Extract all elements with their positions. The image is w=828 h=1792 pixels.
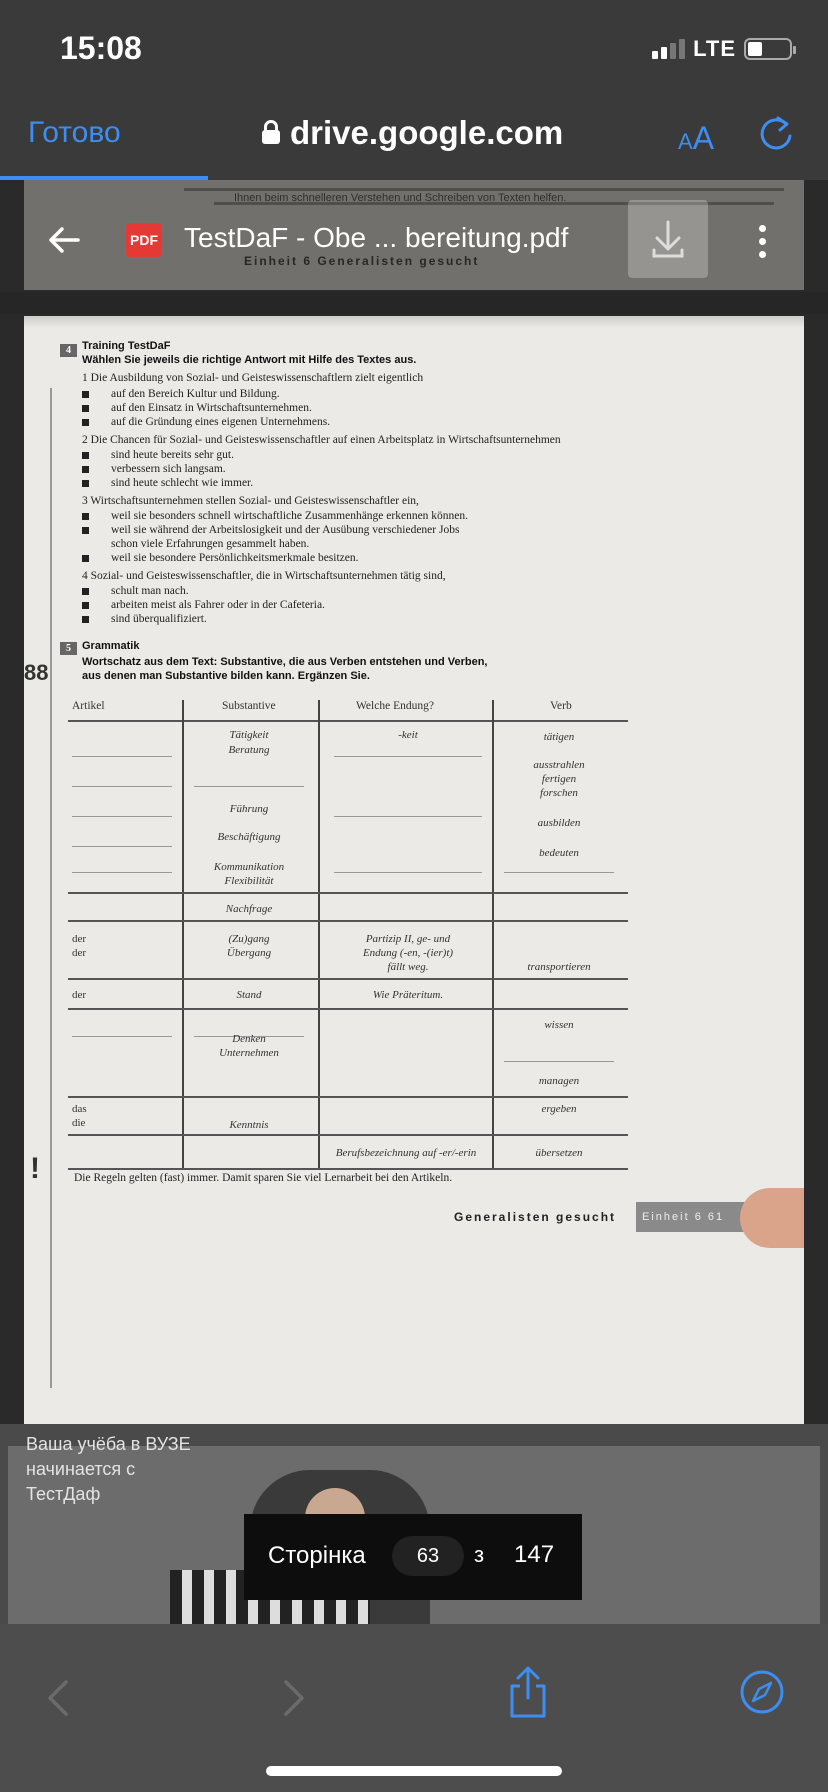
table-rule [68,1168,628,1170]
option: verbessern sich langsam. [82,463,226,475]
option: weil sie besondere Persönlichkeitsmerkmale besitzen. [82,552,359,564]
page-indicator-label: Сторінка [268,1542,366,1569]
url-display[interactable] [262,114,563,152]
ad-text [26,1432,191,1507]
back-arrow-icon[interactable] [44,220,84,260]
table-header-endung: Welche Endung? [356,700,434,712]
rule-note: Die Regeln gelten (fast) immer. Damit sparen Sie viel Lernarbeit bei den Artikeln. [74,1172,453,1184]
text-size-small: A [678,129,693,154]
option: arbeiten meist als Fahrer oder in der Cafeteria. [82,599,325,611]
table-rule [68,1134,628,1136]
section-4-number: 4 [60,344,77,357]
note-icon: ! [30,1152,40,1185]
table-rule [68,1096,628,1098]
table-cell: fällt weg. [387,961,429,973]
table-cell: übersetzen [535,1147,583,1159]
option: sind überqualifiziert. [82,613,207,625]
option-continued: schon viele Erfahrungen gesammelt haben. [111,538,310,550]
battery-icon [744,38,792,60]
reload-icon[interactable] [756,114,796,154]
table-cell: Flexibilität [224,875,274,887]
table-cell: Kenntnis [229,1119,269,1131]
question-4: 4 Sozial- und Geisteswissenschaftler, die in Wirtschaftsunternehmen tätig sind, [82,570,446,582]
browser-bar [0,100,828,180]
page-indicator-separator: з [474,1542,485,1567]
ad-line-2: начинается с [26,1459,136,1479]
section-5-instruction-2: aus denen man Substantive bilden kann. Ergänzen Sie. [82,670,370,682]
table-cell: Kommunikation [213,861,285,873]
table-cell: transportieren [527,961,591,973]
table-cell: Partizip II, ge- und [365,933,451,945]
table-cell: der [72,947,87,959]
table-header-verb: Verb [550,700,572,712]
share-icon[interactable] [506,1664,550,1720]
download-button[interactable] [628,200,708,278]
table-cell: (Zu)gang [228,933,270,945]
table-cell: Beratung [228,744,270,756]
question-3: 3 Wirtschaftsunternehmen stellen Sozial- und Geisteswissenschaftler ein, [82,495,419,507]
table-cell: Endung (-en, -(ier)t) [362,947,454,959]
table-rule [68,978,628,980]
status-time: 15:08 [60,30,142,66]
table-rule [68,1008,628,1010]
table-cell: der [72,933,87,945]
question-2: 2 Die Chancen für Sozial- und Geisteswissenschaftler auf einen Arbeitsplatz in Wirtschaftsunternehmen [82,434,561,446]
page-indicator-current[interactable]: 63 [392,1536,464,1576]
table-blank [72,786,172,787]
table-cell: wissen [544,1019,574,1031]
network-type: LTE [693,36,736,61]
section-5-title: Grammatik [82,640,140,652]
pdf-file-title: TestDaF - Obe ... bereitung.pdf [184,222,569,253]
section-5-number: 5 [60,642,77,655]
option: sind heute bereits sehr gut. [82,449,234,461]
page-indicator-total: 147 [514,1541,555,1568]
url-text: drive.google.com [290,114,564,151]
table-cell: tätigen [543,731,575,743]
option: sind heute schlecht wie immer. [82,477,253,489]
table-cell: das [72,1103,87,1115]
more-options-icon[interactable] [756,222,768,258]
option: auf den Bereich Kultur und Bildung. [82,388,280,400]
table-blank [72,1036,172,1037]
section-5-instruction-1: Wortschatz aus dem Text: Substantive, die aus Verben entstehen und Verben, [82,656,488,668]
table-cell: Unternehmen [219,1047,279,1059]
done-button[interactable]: Готово [28,116,121,149]
pdf-file-icon: PDF [126,223,162,257]
status-bar [0,0,828,100]
table-blank [72,872,172,873]
option: schult man nach. [82,585,189,597]
forward-icon[interactable] [280,1676,310,1720]
option: auf den Einsatz in Wirtschaftsunternehmen. [82,402,312,414]
home-indicator[interactable] [266,1766,562,1776]
text-size-button[interactable] [678,120,714,157]
page-footer-title: Generalisten gesucht [454,1210,617,1224]
table-cell: ausbilden [537,817,581,829]
section-4-title: Training TestDaF [82,340,171,352]
section-4-instruction: Wählen Sie jeweils die richtige Antwort mit Hilfe des Textes aus. [82,354,417,366]
table-header-artikel: Artikel [72,700,105,712]
table-cell: Übergang [226,947,272,959]
table-blank [194,786,304,787]
table-cell: der [72,989,87,1001]
table-blank [334,756,482,757]
table-col-rule [318,700,320,1168]
question-1: 1 Die Ausbildung von Sozial- und Geisteswissenschaftlern zielt eigentlich [82,372,424,384]
option: weil sie während der Arbeitslosigkeit und der Ausübung verschiedener Jobs [82,524,459,536]
table-cell: Nachfrage [225,903,273,915]
table-blank [504,872,614,873]
compass-icon[interactable] [738,1668,786,1716]
table-header-substantive: Substantive [222,700,276,712]
table-blank [72,756,172,757]
table-cell: bedeuten [539,847,579,859]
back-icon[interactable] [42,1676,72,1720]
table-rule [68,720,628,722]
finger-photo [740,1188,804,1248]
table-cell: Wie Präteritum. [372,989,444,1001]
table-blank [72,816,172,817]
table-blank [334,872,482,873]
page-footer-unit: Einheit 6 61 [636,1202,756,1232]
pair-work-icon: 88 [24,660,49,685]
table-cell: managen [538,1075,580,1087]
table-blank [334,816,482,817]
pdf-page [24,316,804,1424]
signal-icon [652,39,685,59]
table-cell: ausstrahlen [533,759,585,771]
option: auf die Gründung eines eigenen Unternehmens. [82,416,330,428]
lock-icon [262,120,280,146]
table-cell: Führung [229,803,269,815]
table-rule [68,892,628,894]
table-cell: ergeben [541,1103,577,1115]
table-col-rule [492,700,494,1168]
status-indicators [652,36,792,62]
table-rule [68,920,628,922]
table-col-rule [182,700,184,1168]
table-cell: Beschäftigung [217,831,281,843]
table-cell: die [72,1117,86,1129]
table-cell: Stand [236,989,262,1001]
table-blank [504,1061,614,1062]
page-indicator [244,1514,582,1600]
text-size-big: A [692,120,715,156]
table-cell: Denken [232,1033,266,1045]
table-cell: Tätigkeit [229,729,269,741]
page-gap [0,292,828,314]
ad-line-3: ТестДаф [26,1484,101,1504]
table-blank [72,846,172,847]
option: weil sie besonders schnell wirtschaftliche Zusammenhänge erkennen können. [82,510,468,522]
table-cell: fertigen [541,773,577,785]
table-cell: -keit [398,729,418,741]
table-cell: Berufsbezeichnung auf -er/-erin [335,1147,477,1159]
table-cell: forschen [540,787,578,799]
ad-line-1: Ваша учёба в ВУЗЕ [26,1434,191,1454]
download-icon [628,200,708,278]
